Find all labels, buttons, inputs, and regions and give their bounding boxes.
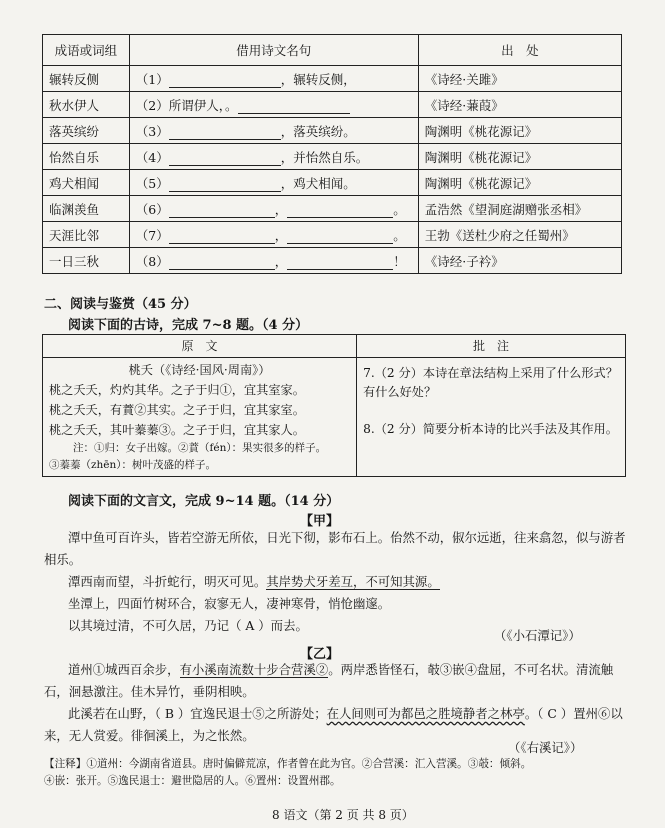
- quote-suffix: 。: [225, 97, 238, 113]
- yi-p1-rest: 。两岸悉皆怪石，攲③嵌④盘屈，不可名状。清流触石，洄悬激注。佳木异竹，垂阴相映。: [44, 662, 614, 699]
- quote-suffix: ，落英缤纷。: [280, 123, 356, 139]
- item-number: （4）: [135, 149, 169, 165]
- source-cell: 陶渊明《桃花源记》: [418, 144, 621, 170]
- idiom-table: [42, 34, 622, 274]
- item-number: （7）: [135, 227, 169, 243]
- item-number: （8）: [135, 253, 169, 269]
- idiom-row: [43, 66, 622, 92]
- poem-header-notes: 批 注: [357, 335, 626, 358]
- question-8: 8.（2 分）简要分析本诗的比兴手法及其作用。: [363, 422, 618, 436]
- idiom-table-header: [43, 35, 622, 66]
- section-title: 二、阅读与鉴赏（45 分）: [44, 297, 197, 312]
- quote-cell: [129, 248, 418, 274]
- yi-p1-underlined: 有小溪南流数十步合营溪②: [179, 662, 329, 677]
- quote-suffix: ，: [274, 201, 288, 217]
- quote-suffix: ，: [274, 253, 288, 269]
- answer-blank[interactable]: [169, 127, 281, 140]
- poem-note: ③蓁蓁（zhēn）：树叶茂盛的样子。: [49, 459, 217, 471]
- quote-cell: [129, 196, 418, 222]
- source-cell: 孟浩然《望洞庭湖赠张丞相》: [418, 196, 621, 222]
- quote-tail: 。: [393, 227, 406, 243]
- yi-source: （《右溪记》）: [508, 740, 583, 755]
- idiom-phrase: 天涯比邻: [43, 222, 130, 248]
- source-cell: 《诗经·蒹葭》: [418, 92, 621, 118]
- yi-p1-text: 道州①城西百余步，: [68, 662, 180, 677]
- quote-suffix: ，鸡犬相闻。: [280, 175, 356, 191]
- quote-cell: [129, 222, 418, 248]
- item-number: （1）: [135, 71, 169, 87]
- jia-paragraph-1: 潭中鱼可百许头，皆若空游无所依，日光下彻，影布石上。佁然不动，俶尔远逝，往来翕忽，似与游者相乐。: [44, 530, 626, 567]
- poem-line: 桃之夭夭，有蕡②其实。之子于归，宜其家室。: [49, 403, 305, 417]
- jia-paragraph-4: 以其境过清，不可久居，乃记（ A ）而去。: [68, 618, 308, 633]
- yi-paragraph-1: [44, 659, 634, 703]
- answer-blank[interactable]: [287, 231, 393, 244]
- yi-p2-underlined: 在人间则可为都邑之胜境静者之林亭: [326, 706, 525, 721]
- idiom-row: [43, 170, 622, 196]
- poem-table: [42, 334, 626, 477]
- idiom-phrase: 怡然自乐: [43, 144, 130, 170]
- idiom-phrase: 落英缤纷: [43, 118, 130, 144]
- jia-p2-text: 潭西南而望，斗折蛇行，明灭可见。: [68, 574, 267, 589]
- footnote-line-1: 【注释】①道州：今湖南省道县。唐时偏僻荒凉，作者曾在此为官。②合营溪：汇入营溪。③攲：倾斜。: [44, 758, 532, 770]
- item-number: （2）: [135, 97, 169, 113]
- poem-instruction: 阅读下面的古诗，完成 7~8 题。（4 分）: [68, 318, 309, 333]
- poem-title: 桃夭（《诗经·国风·周南》）: [128, 363, 271, 377]
- answer-blank[interactable]: [287, 257, 393, 270]
- yi-p2-rest: 。（ C ）置州⑥以来，无人赏爱。徘徊溪上，为之怅然。: [44, 706, 623, 743]
- answer-blank[interactable]: [169, 179, 281, 192]
- source-cell: 陶渊明《桃花源记》: [418, 170, 621, 196]
- quote-cell: [129, 66, 418, 92]
- quote-tail: 。: [393, 201, 406, 217]
- answer-blank[interactable]: [169, 75, 281, 88]
- idiom-phrase: 临渊羡鱼: [43, 196, 130, 222]
- answer-blank[interactable]: [169, 257, 275, 270]
- jia-source: （《小石潭记》）: [494, 628, 581, 643]
- page-number: 8 语文（第 2 页 共 8 页）: [272, 808, 414, 822]
- item-number: （6）: [135, 201, 169, 217]
- answer-blank[interactable]: [169, 231, 275, 244]
- source-cell: 《诗经·子衿》: [418, 248, 621, 274]
- quote-tail: ！: [393, 253, 406, 269]
- answer-blank[interactable]: [169, 153, 281, 166]
- jia-label: 【甲】: [300, 514, 340, 529]
- poem-header-text: 原 文: [43, 335, 357, 358]
- quote-suffix: ，辗转反侧，: [280, 71, 356, 87]
- source-cell: 王勃《送杜少府之任蜀州》: [418, 222, 621, 248]
- idiom-phrase: 一日三秋: [43, 248, 130, 274]
- poem-line: 桃之夭夭，灼灼其华。之子于归①，宜其室家。: [49, 383, 305, 397]
- idiom-row: [43, 92, 622, 118]
- answer-blank[interactable]: [238, 101, 350, 114]
- quote-cell: [129, 170, 418, 196]
- quote-cell: [129, 144, 418, 170]
- source-cell: 陶渊明《桃花源记》: [418, 118, 621, 144]
- question-cell: [357, 358, 626, 477]
- jia-p2-underlined: 其岸势犬牙差互，不可知其源。: [266, 574, 440, 589]
- answer-blank[interactable]: [287, 205, 393, 218]
- quote-suffix: ，并怡然自乐。: [280, 149, 369, 165]
- idiom-phrase: 秋水伊人: [43, 92, 130, 118]
- header-phrase: 成语或词组: [43, 35, 130, 66]
- item-number: （5）: [135, 175, 169, 191]
- poem-note: 注：①归：女子出嫁。②蕡（fén）：果实很多的样子。: [73, 442, 327, 454]
- header-quote: 借用诗文名句: [129, 35, 418, 66]
- idiom-phrase: 鸡犬相闻: [43, 170, 130, 196]
- idiom-row: [43, 222, 622, 248]
- footnote-line-2: ④嵌：张开。⑤逸民退士：避世隐居的人。⑥置州：设置州郡。: [44, 775, 341, 787]
- idiom-row: [43, 248, 622, 274]
- quote-cell: [129, 118, 418, 144]
- poem-cell: [43, 358, 357, 477]
- yi-p2-text: 此溪若在山野，（ B ）宜逸民退士⑤之所游处；: [68, 706, 327, 721]
- yi-label: 【乙】: [300, 647, 340, 662]
- jia-paragraph-3: 坐潭上，四面竹树环合，寂寥无人，凄神寒骨，悄怆幽邃。: [68, 596, 391, 611]
- answer-blank[interactable]: [169, 205, 275, 218]
- idiom-row: [43, 144, 622, 170]
- source-cell: 《诗经·关雎》: [418, 66, 621, 92]
- header-source: 出 处: [418, 35, 621, 66]
- quote-cell: [129, 92, 418, 118]
- idiom-row: [43, 196, 622, 222]
- quote-prefix: 所谓伊人，: [168, 97, 226, 113]
- item-number: （3）: [135, 123, 169, 139]
- jia-paragraph-2: [44, 571, 634, 593]
- prose-instruction: 阅读下面的文言文，完成 9~14 题。（14 分）: [68, 494, 340, 509]
- question-7: 7.（2 分）本诗在章法结构上采用了什么形式？有什么好处？: [363, 366, 618, 399]
- poem-line: 桃之夭夭，其叶蓁蓁③。之子于归，宜其家人。: [49, 423, 305, 437]
- idiom-row: [43, 118, 622, 144]
- quote-suffix: ，: [274, 227, 288, 243]
- idiom-phrase: 辗转反侧: [43, 66, 130, 92]
